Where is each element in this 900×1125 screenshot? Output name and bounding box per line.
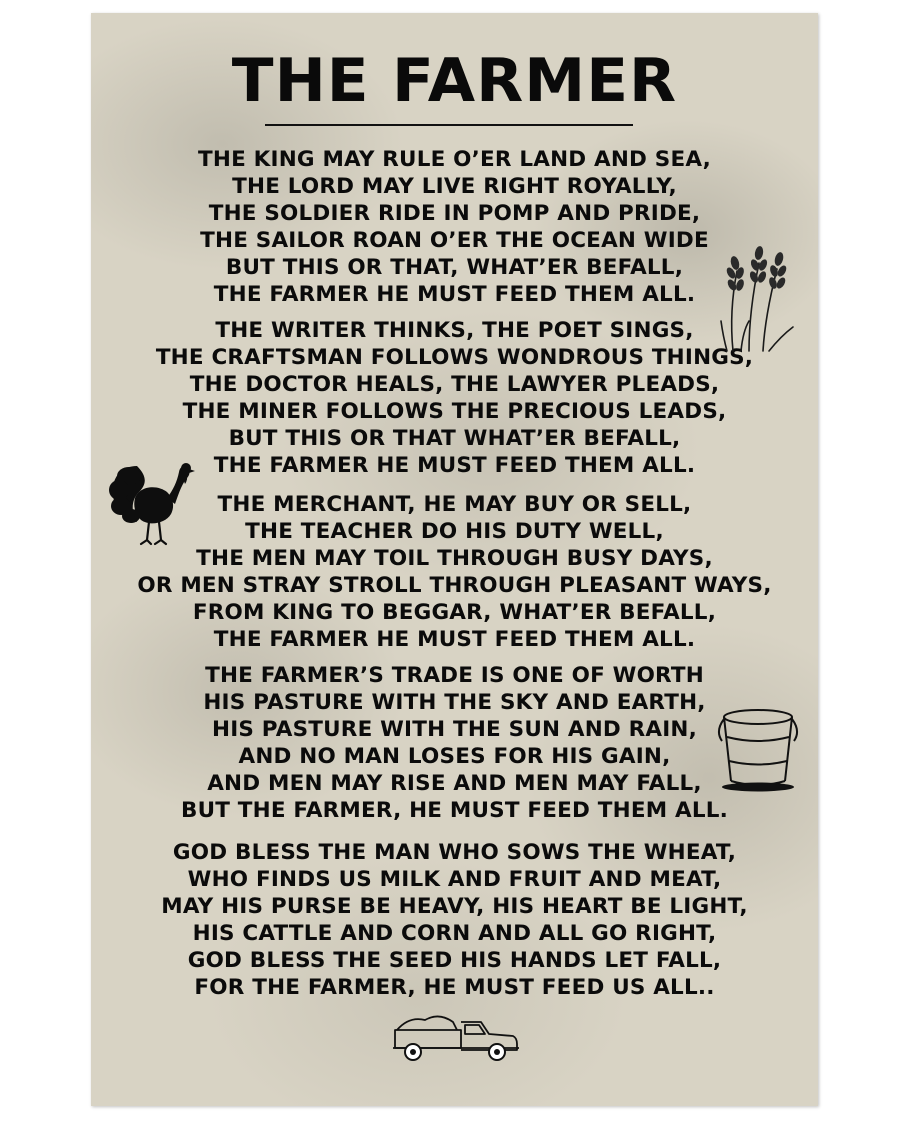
poem-line: THE KING MAY RULE O’ER LAND AND SEA, [198, 147, 711, 172]
poem-line: MAY HIS PURSE BE HEAVY, HIS HEART BE LIGHT, [161, 894, 748, 919]
turkey-icon [109, 458, 201, 548]
poem-line: GOD BLESS THE MAN WHO SOWS THE WHEAT, [172, 840, 737, 865]
poem-line: HIS PASTURE WITH THE SKY AND EARTH, [203, 690, 706, 715]
poem-line: THE FARMER’S TRADE IS ONE OF WORTH [205, 663, 704, 688]
truck-icon [391, 1008, 521, 1064]
poem-line: THE MERCHANT, HE MAY BUY OR SELL, [217, 492, 692, 517]
poem-line: THE FARMER HE MUST FEED THEM ALL. [213, 453, 696, 478]
poem-line: HIS CATTLE AND CORN AND ALL GO RIGHT, [192, 921, 717, 946]
stanza-2 [91, 317, 818, 479]
poem-line: THE LORD MAY LIVE RIGHT ROYALLY, [232, 174, 677, 199]
poem-line: THE TEACHER DO HIS DUTY WELL, [245, 519, 664, 544]
poem-line: THE MINER FOLLOWS THE PRECIOUS LEADS, [182, 399, 727, 424]
wheat-icon [719, 241, 799, 353]
poster [91, 13, 818, 1106]
stanza-1 [91, 146, 818, 308]
poem-line: THE MEN MAY TOIL THROUGH BUSY DAYS, [196, 546, 713, 571]
poem-line: THE CRAFTSMAN FOLLOWS WONDROUS THINGS, [155, 345, 754, 370]
stanza-5 [91, 839, 818, 1001]
poem-line: FOR THE FARMER, HE MUST FEED US ALL.. [194, 975, 715, 1000]
poem-title: THE FARMER [231, 46, 678, 116]
poem-line: THE FARMER HE MUST FEED THEM ALL. [213, 627, 696, 652]
poem-line: BUT THE FARMER, HE MUST FEED THEM ALL. [180, 798, 728, 823]
poem-line: HIS PASTURE WITH THE SUN AND RAIN, [212, 717, 697, 742]
stanza-4 [91, 662, 818, 824]
poem-line: AND MEN MAY RISE AND MEN MAY FALL, [207, 771, 702, 796]
poem-line: THE SAILOR ROAN O’ER THE OCEAN WIDE [200, 228, 709, 253]
poem-line: FROM KING TO BEGGAR, WHAT’ER BEFALL, [192, 600, 717, 625]
poem-line: THE WRITER THINKS, THE POET SINGS, [215, 318, 694, 343]
poem-line: BUT THIS OR THAT, WHAT’ER BEFALL, [225, 255, 684, 280]
poem-line: GOD BLESS THE SEED HIS HANDS LET FALL, [187, 948, 722, 973]
bucket-icon [717, 701, 799, 793]
poem-line: THE FARMER HE MUST FEED THEM ALL. [213, 282, 696, 307]
title-underline [265, 124, 633, 126]
poem-line: WHO FINDS US MILK AND FRUIT AND MEAT, [187, 867, 722, 892]
poem-line: BUT THIS OR THAT WHAT’ER BEFALL, [228, 426, 681, 451]
poem-line: AND NO MAN LOSES FOR HIS GAIN, [238, 744, 671, 769]
poem-line: THE DOCTOR HEALS, THE LAWYER PLEADS, [189, 372, 720, 397]
poem-line: OR MEN STRAY STROLL THROUGH PLEASANT WAYS, [137, 573, 772, 598]
poem-line: THE SOLDIER RIDE IN POMP AND PRIDE, [208, 201, 701, 226]
